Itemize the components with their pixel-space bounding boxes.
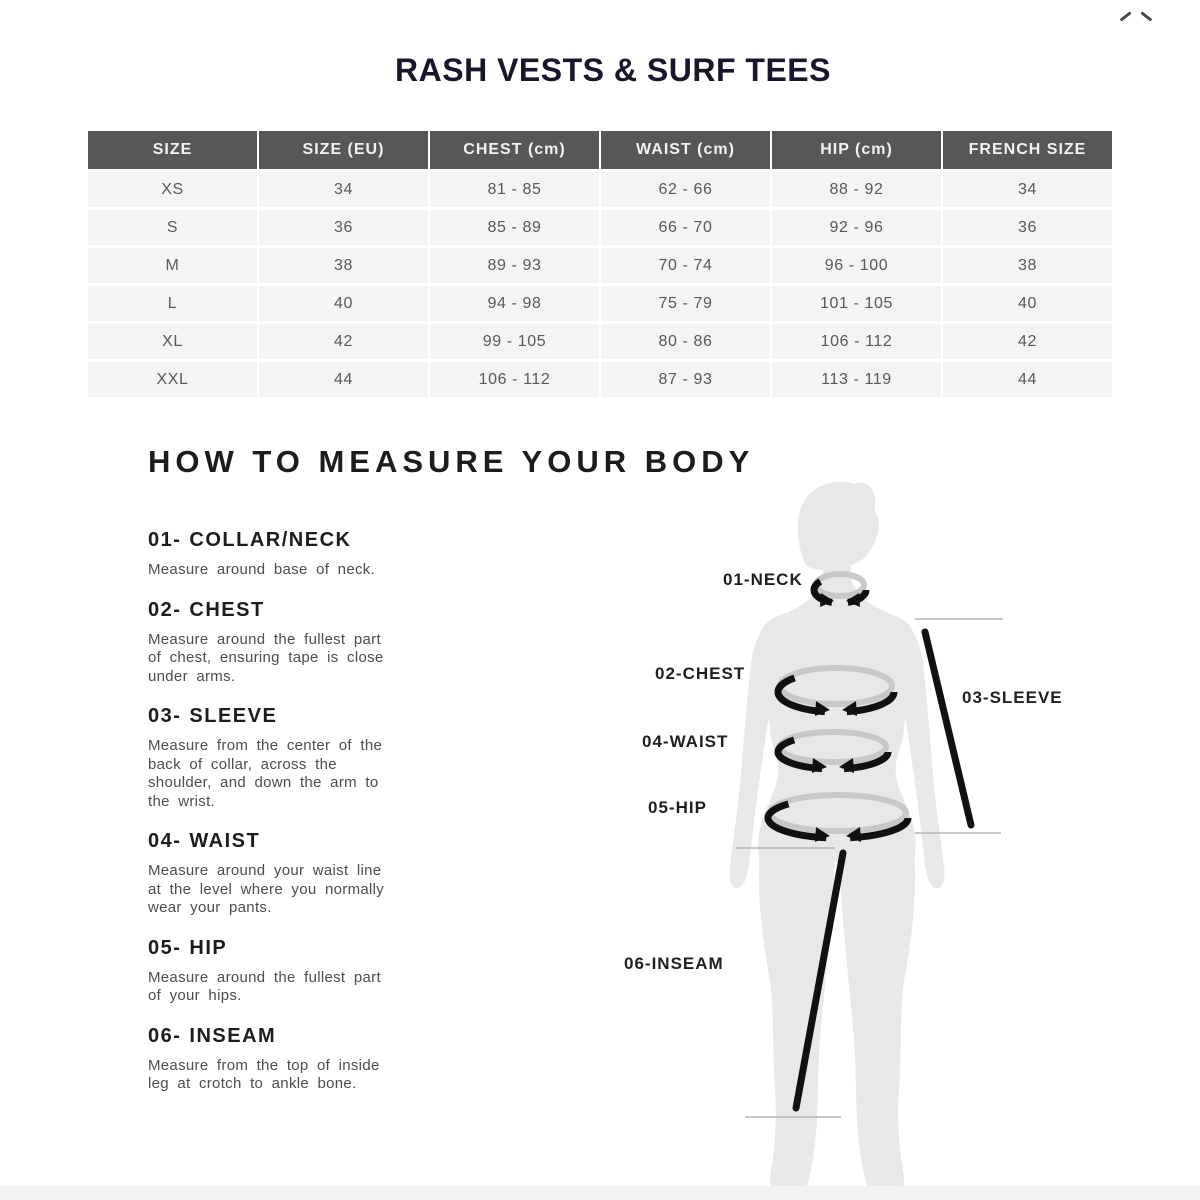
table-cell: 89 - 93 <box>430 248 599 283</box>
bottom-strip <box>0 1186 1200 1200</box>
step-number: 03- <box>148 705 182 727</box>
table-cell: 96 - 100 <box>772 248 941 283</box>
table-cell: 85 - 89 <box>430 210 599 245</box>
table-cell: 44 <box>259 362 428 397</box>
step-description: Measure around the fullest part of chest, ensuring tape is close under arms. <box>148 630 384 685</box>
diagram-label-sleeve: 03-SLEEVE <box>962 688 1063 707</box>
step-description: Measure around the fullest part of your hips. <box>148 968 381 1004</box>
table-cell: 38 <box>259 248 428 283</box>
table-cell: 70 - 74 <box>601 248 770 283</box>
column-header: HIP (cm) <box>772 131 941 169</box>
size-table <box>88 131 1112 397</box>
step-number: 02- <box>148 598 182 621</box>
measure-steps <box>148 528 410 1112</box>
table-cell: 101 - 105 <box>772 286 941 321</box>
table-cell: 62 - 66 <box>601 172 770 207</box>
step-name: CHEST <box>189 598 265 621</box>
column-header: WAIST (cm) <box>601 131 770 169</box>
step-name: INSEAM <box>189 1024 277 1047</box>
table-cell: XS <box>88 172 257 207</box>
table-cell: 94 - 98 <box>430 286 599 321</box>
column-header: FRENCH SIZE <box>943 131 1112 169</box>
column-header: SIZE (EU) <box>259 131 428 169</box>
step-number: 05- <box>148 936 182 959</box>
column-header: CHEST (cm) <box>430 131 599 169</box>
expand-icon[interactable] <box>1116 4 1160 24</box>
expand-icon-mark <box>1141 11 1153 21</box>
step-name: HIP <box>189 936 228 959</box>
table-cell: 38 <box>943 248 1112 283</box>
table-cell: 66 - 70 <box>601 210 770 245</box>
step-description: Measure around base of neck. <box>148 561 376 578</box>
measure-step-sleeve <box>148 704 410 811</box>
table-cell: 113 - 119 <box>772 362 941 397</box>
table-cell: 106 - 112 <box>430 362 599 397</box>
column-header: SIZE <box>88 131 257 169</box>
step-description: Measure around your waist line at the level where you normally wear your pants. <box>148 862 385 916</box>
table-cell: 34 <box>259 172 428 207</box>
table-cell: M <box>88 248 257 283</box>
diagram-label-neck: 01-NECK <box>723 570 803 589</box>
table-cell: 88 - 92 <box>772 172 941 207</box>
table-cell: 34 <box>943 172 1112 207</box>
table-cell: 36 <box>943 210 1112 245</box>
table-cell: 81 - 85 <box>430 172 599 207</box>
measure-step-inseam <box>148 1024 410 1094</box>
table-cell: 92 - 96 <box>772 210 941 245</box>
body-measurement-diagram <box>618 470 1110 1200</box>
measure-step-waist <box>148 829 410 918</box>
diagram-label-waist: 04-WAIST <box>642 732 729 751</box>
measure-step-hip <box>148 936 410 1006</box>
step-name: COLLAR/NECK <box>189 529 352 551</box>
table-cell: 80 - 86 <box>601 324 770 359</box>
table-cell: 40 <box>943 286 1112 321</box>
table-cell: 75 - 79 <box>601 286 770 321</box>
table-cell: 42 <box>259 324 428 359</box>
table-cell: 36 <box>259 210 428 245</box>
step-description: Measure from the top of inside leg at crotch to ankle bone. <box>148 1056 380 1092</box>
table-cell: 99 - 105 <box>430 324 599 359</box>
table-cell: 40 <box>259 286 428 321</box>
expand-icon-mark <box>1120 11 1132 21</box>
table-cell: S <box>88 210 257 245</box>
measure-step-collar-neck <box>148 528 410 580</box>
step-description: Measure from the center of the back of collar, across the shoulder, and down the arm to the wrist. <box>148 737 383 810</box>
step-number: 01- <box>148 529 182 551</box>
table-cell: 44 <box>943 362 1112 397</box>
body-diagram-svg <box>618 470 1110 1200</box>
table-cell: 42 <box>943 324 1112 359</box>
diagram-label-inseam: 06-INSEAM <box>624 954 724 973</box>
page-title: RASH VESTS & SURF TEES <box>395 52 831 88</box>
table-cell: L <box>88 286 257 321</box>
step-name: WAIST <box>189 830 261 852</box>
measure-step-chest <box>148 598 410 687</box>
diagram-label-chest: 02-CHEST <box>655 664 746 683</box>
step-name: SLEEVE <box>189 705 278 727</box>
table-cell: 87 - 93 <box>601 362 770 397</box>
diagram-label-hip: 05-HIP <box>648 798 707 817</box>
step-number: 04- <box>148 830 182 852</box>
table-cell: XXL <box>88 362 257 397</box>
measure-section-heading: HOW TO MEASURE YOUR BODY <box>148 444 755 479</box>
step-number: 06- <box>148 1024 182 1047</box>
table-cell: XL <box>88 324 257 359</box>
table-cell: 106 - 112 <box>772 324 941 359</box>
